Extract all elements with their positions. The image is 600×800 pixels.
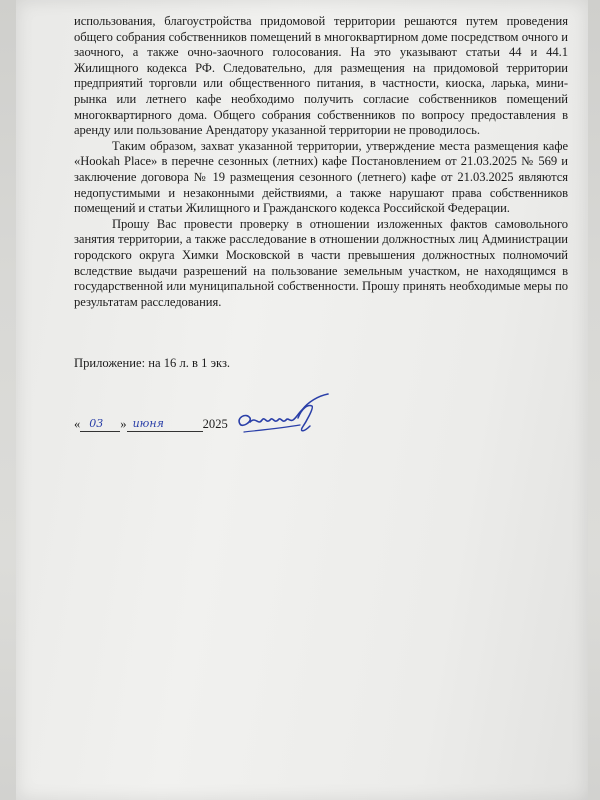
date-day-blank: [80, 417, 120, 432]
appendix-line: Приложение: на 16 л. в 1 экз.: [74, 356, 231, 370]
document-body: [74, 14, 568, 310]
paragraph-3: Прошу Вас провести проверку в отношении изложенных фактов самовольного занятия территории, а также расследование в отношении должностных лиц Администрации городского округа Химки Московской в части превышения должностных полномочий вследствие выдачи разрешений на пользование земельным участком, не находящимся в государственной или муниципальной собственности. Прошу принять необходимые меры по результатам расследования.: [74, 216, 568, 309]
handwritten-signature: [232, 392, 332, 442]
date-open-quote: «: [74, 417, 81, 431]
date-day: 03: [89, 417, 104, 430]
date-close-quote: »: [120, 417, 127, 431]
date-month: июня: [132, 417, 164, 430]
date-year: 2025: [202, 417, 228, 431]
date-line: [74, 417, 228, 432]
paragraph-2: Таким образом, захват указанной территории, утверждение места размещения кафе «Hookah Place» в перечне сезонных (летних) кафе Постановлением от 21.03.2025 № 569 и заключение договора № 19 размещения сезонного (летнего) кафе от 21.03.2025 являются недопустимыми и незаконными действиями, а также нарушают права собственников помещений и статьи Жилищного и Гражданского кодекса Российской Федерации.: [74, 138, 568, 216]
date-month-blank: [127, 417, 203, 432]
paragraph-1: использования, благоустройства придомовой территории решаются путем проведения общего собрания собственников помещений в многоквартирном доме посредством очного и заочного, а также очно-заочного голосования. На это указывают статьи 44 и 44.1 Жилищного кодекса РФ. Следовательно, для размещения на придомовой территории предприятий торговли или общественного питания, в частности, киоска, ларька, мини-рынка или летнего кафе необходимо получить согласие собственников помещений многоквартирного дома. Общего собрания собственников по вопросу предоставления в аренду или пользование Арендатору указанной территории не проводилось.: [74, 14, 568, 138]
